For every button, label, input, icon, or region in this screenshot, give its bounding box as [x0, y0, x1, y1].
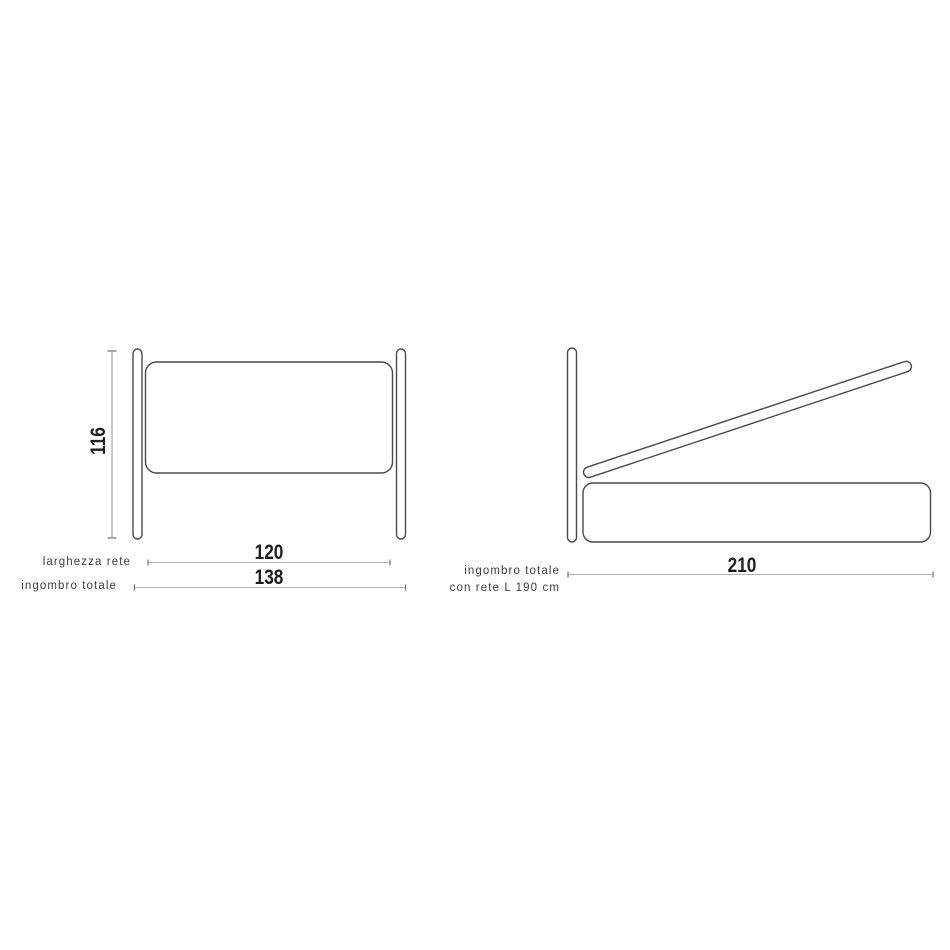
total-length-label — [450, 563, 560, 597]
total-width-dimension-value: 138 — [254, 566, 284, 589]
total-length-label-line2: con rete L 190 cm — [449, 582, 560, 594]
net-width-label: larghezza rete — [42, 556, 131, 568]
right-leg — [397, 349, 406, 539]
side-view — [568, 348, 934, 578]
net-width-dimension-value: 120 — [254, 541, 284, 564]
total-length-label-line1: ingombro totale — [464, 565, 560, 577]
height-dimension-value: 116 — [87, 427, 110, 455]
headboard-panel — [146, 362, 393, 473]
bed-base — [583, 483, 931, 542]
lifted-slat-lid — [582, 360, 913, 479]
headboard-post — [568, 348, 577, 542]
total-width-label: ingombro totale — [21, 580, 117, 592]
total-length-dimension-value: 210 — [727, 554, 757, 577]
left-leg — [133, 349, 142, 539]
